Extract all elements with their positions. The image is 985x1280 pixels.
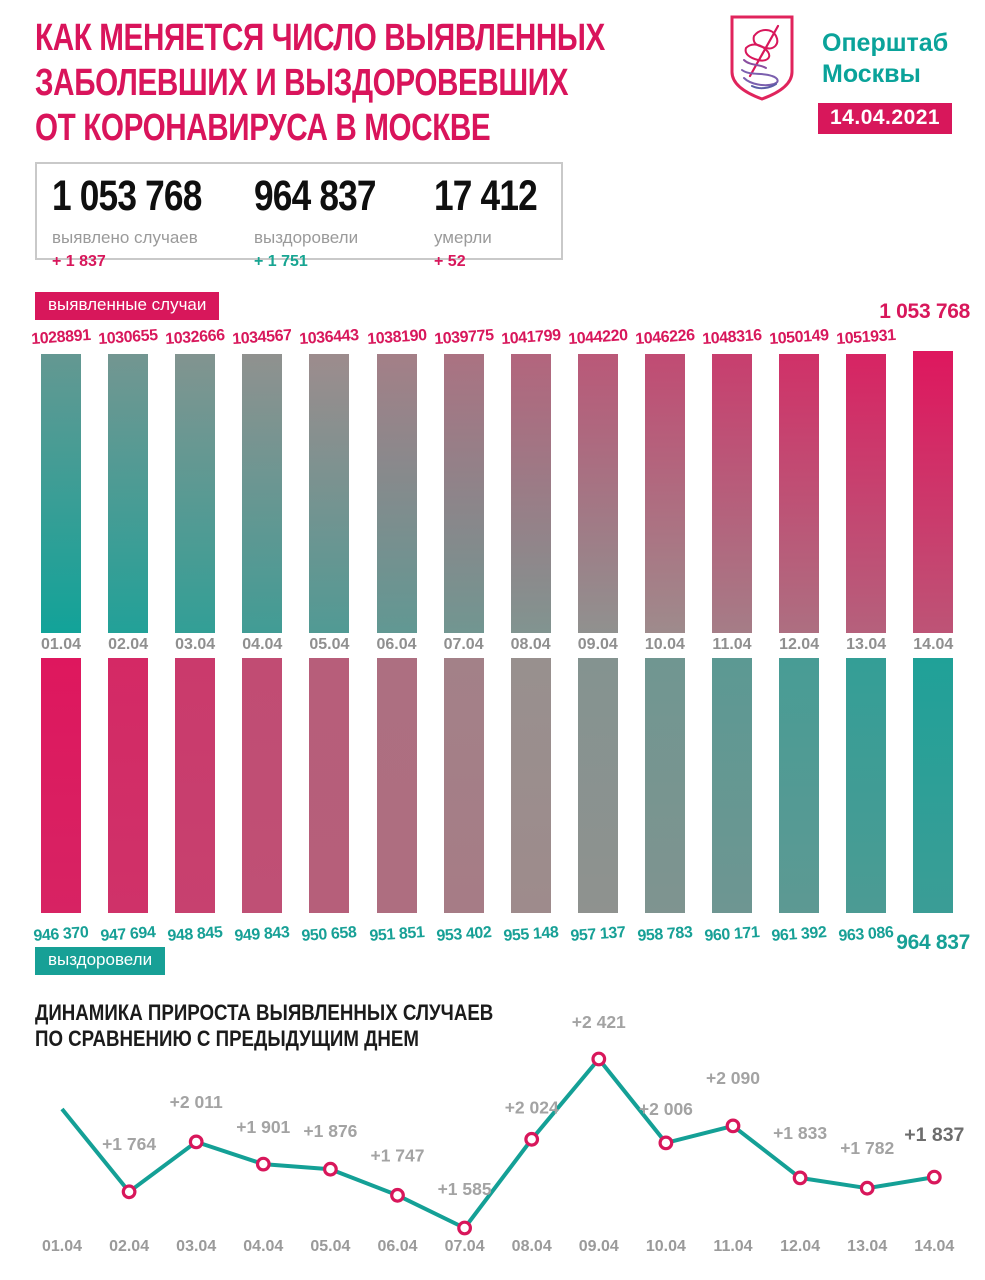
data-point-marker bbox=[727, 1120, 739, 1132]
x-axis-date-label: 04.04 bbox=[243, 1238, 284, 1255]
recovered-bar bbox=[175, 658, 215, 913]
data-point-marker bbox=[593, 1053, 605, 1065]
data-point-marker bbox=[794, 1172, 806, 1184]
cases-value-label: 1028891 bbox=[30, 326, 92, 349]
recovered-bar bbox=[779, 658, 819, 913]
recovered-bar bbox=[846, 658, 886, 913]
date-label: 10.04 bbox=[644, 636, 685, 653]
cases-bar bbox=[377, 354, 417, 633]
date-label: 02.04 bbox=[108, 636, 149, 653]
stat-delta: + 1 837 bbox=[52, 253, 106, 270]
cases-bar bbox=[242, 354, 282, 633]
cases-bar bbox=[578, 354, 618, 633]
stat-died bbox=[434, 172, 560, 271]
title-line-3: ОТ КОРОНАВИРУСА В МОСКВЕ bbox=[35, 107, 491, 149]
date-label: 12.04 bbox=[779, 636, 820, 653]
x-axis-date-label: 05.04 bbox=[310, 1238, 351, 1255]
cases-bar bbox=[712, 354, 752, 633]
data-point-label: +2 024 bbox=[504, 1097, 559, 1118]
org-name bbox=[822, 28, 948, 90]
x-axis-date-label: 11.04 bbox=[713, 1238, 753, 1255]
cases-bar bbox=[846, 354, 886, 633]
cases-bar bbox=[309, 354, 349, 633]
date-label: 08.04 bbox=[510, 636, 551, 653]
data-point-marker bbox=[929, 1171, 941, 1183]
recovered-value-label: 950 658 bbox=[301, 924, 358, 945]
data-point-label: +1 837 bbox=[904, 1124, 965, 1147]
date-label: 06.04 bbox=[376, 636, 417, 653]
cases-value-label: 1048316 bbox=[701, 326, 763, 349]
stat-value: 964 837 bbox=[254, 172, 376, 220]
data-point-marker bbox=[325, 1163, 337, 1175]
data-point-marker bbox=[123, 1186, 135, 1198]
data-point-label: +2 011 bbox=[169, 1091, 223, 1112]
x-axis-date-label: 13.04 bbox=[847, 1238, 888, 1255]
recovered-bar bbox=[41, 658, 81, 913]
cases-bar bbox=[645, 354, 685, 633]
data-point-label: +1 782 bbox=[840, 1138, 895, 1159]
recovered-value-label: 958 783 bbox=[636, 924, 693, 945]
data-point-marker bbox=[526, 1134, 538, 1146]
date-label: 14.04 bbox=[913, 636, 954, 653]
cases-value-label: 1032666 bbox=[164, 326, 226, 349]
stat-label: выздоровели bbox=[254, 228, 359, 247]
x-axis-date-label: 12.04 bbox=[780, 1238, 821, 1255]
recovered-value-label: 957 137 bbox=[569, 924, 626, 945]
recovered-bar bbox=[645, 658, 685, 913]
title-line-1: КАК МЕНЯЕТСЯ ЧИСЛО ВЫЯВЛЕННЫХ bbox=[35, 17, 605, 59]
recovered-value-label: 951 851 bbox=[368, 924, 425, 945]
date-label: 03.04 bbox=[175, 636, 216, 653]
recovered-bar bbox=[712, 658, 752, 913]
cases-bar bbox=[444, 354, 484, 633]
date-label: 07.04 bbox=[443, 636, 484, 653]
recovered-value-label: 948 845 bbox=[167, 924, 224, 945]
data-point-label: +1 901 bbox=[236, 1117, 291, 1138]
cases-bar bbox=[41, 354, 81, 633]
x-axis-date-label: 01.04 bbox=[41, 1238, 83, 1255]
cases-value-label: 1039775 bbox=[433, 326, 494, 349]
recovered-value-label: 947 694 bbox=[100, 924, 157, 945]
recovered-bar bbox=[578, 658, 618, 913]
data-point-label: +1 876 bbox=[303, 1121, 358, 1142]
x-axis-date-label: 10.04 bbox=[645, 1238, 686, 1255]
stat-label: умерли bbox=[434, 228, 492, 247]
data-point-marker bbox=[660, 1137, 672, 1149]
cases-value-label: 1051931 bbox=[835, 326, 897, 349]
recovered-bar bbox=[511, 658, 551, 913]
x-axis-date-label: 03.04 bbox=[176, 1238, 217, 1255]
x-axis-date-label: 09.04 bbox=[578, 1238, 619, 1255]
cases-value-label: 1030655 bbox=[97, 326, 159, 349]
cases-total-label: 1 053 768 bbox=[879, 300, 970, 323]
cases-bar bbox=[779, 354, 819, 633]
stat-label: выявлено случаев bbox=[52, 228, 198, 247]
cases-chart-badge: выявленные случаи bbox=[35, 292, 219, 320]
cases-bar bbox=[511, 354, 551, 633]
recovered-bar bbox=[108, 658, 148, 913]
data-point-marker bbox=[459, 1222, 471, 1234]
x-axis-date-label: 07.04 bbox=[444, 1238, 485, 1255]
x-axis-date-label: 14.04 bbox=[914, 1238, 955, 1255]
recovered-bar bbox=[377, 658, 417, 913]
cases-bar bbox=[913, 351, 953, 633]
title-line-2: ЗАБОЛЕВШИХ И ВЫЗДОРОВЕВШИХ bbox=[35, 62, 569, 104]
date-label: 01.04 bbox=[40, 636, 82, 653]
date-label: 05.04 bbox=[309, 636, 350, 653]
data-point-label: +2 006 bbox=[638, 1098, 693, 1119]
line-chart-title-line-1: ДИНАМИКА ПРИРОСТА ВЫЯВЛЕННЫХ СЛУЧАЕВ bbox=[35, 1000, 494, 1025]
date-label: 09.04 bbox=[577, 636, 618, 653]
date-badge: 14.04.2021 bbox=[818, 103, 952, 134]
recovered-value-label: 953 402 bbox=[435, 924, 492, 945]
recovered-bar bbox=[913, 658, 953, 913]
recovered-value-label: 963 086 bbox=[838, 924, 895, 945]
recovered-value-label: 949 843 bbox=[234, 924, 291, 945]
x-axis-date-label: 02.04 bbox=[109, 1238, 150, 1255]
recovered-bar bbox=[242, 658, 282, 913]
cases-value-label: 1036443 bbox=[299, 326, 360, 349]
recovered-total-label: 964 837 bbox=[896, 931, 970, 954]
cases-value-label: 1034567 bbox=[231, 326, 293, 349]
cases-value-label: 1046226 bbox=[634, 326, 696, 349]
page-title bbox=[35, 16, 766, 151]
cases-bar bbox=[175, 354, 215, 633]
stat-value: 17 412 bbox=[434, 172, 537, 220]
recovered-value-label: 955 148 bbox=[502, 924, 559, 945]
recovered-chart-badge: выздоровели bbox=[35, 947, 165, 975]
x-axis-date-label: 08.04 bbox=[511, 1238, 552, 1255]
cases-value-label: 1041799 bbox=[500, 326, 561, 349]
stat-delta: + 1 751 bbox=[254, 253, 308, 270]
stat-recovered bbox=[254, 172, 402, 271]
cases-value-label: 1044220 bbox=[567, 326, 629, 349]
stat-value: 1 053 768 bbox=[52, 172, 202, 220]
data-point-label: +1 764 bbox=[102, 1133, 157, 1154]
data-point-label: +1 833 bbox=[773, 1122, 828, 1143]
recovered-bar bbox=[309, 658, 349, 913]
date-label: 13.04 bbox=[846, 636, 887, 653]
data-point-marker bbox=[258, 1158, 270, 1170]
cases-value-label: 1038190 bbox=[366, 326, 427, 349]
line-chart-title-line-2: ПО СРАВНЕНИЮ С ПРЕДЫДУЩИМ ДНЕМ bbox=[35, 1026, 419, 1051]
cases-bar bbox=[108, 354, 148, 633]
stats-box bbox=[35, 162, 563, 270]
date-label: 04.04 bbox=[242, 636, 283, 653]
moscow-coat-of-arms-icon bbox=[728, 14, 796, 102]
data-point-label: +1 585 bbox=[437, 1179, 492, 1199]
recovered-bar bbox=[444, 658, 484, 913]
data-point-label: +1 747 bbox=[370, 1145, 425, 1166]
data-point-marker bbox=[392, 1190, 404, 1202]
org-name-line-1: Оперштаб bbox=[822, 29, 949, 57]
cases-value-label: 1050149 bbox=[768, 326, 830, 349]
data-point-label: +2 421 bbox=[571, 1012, 626, 1032]
x-axis-date-label: 06.04 bbox=[377, 1238, 418, 1255]
data-point-marker bbox=[861, 1182, 873, 1194]
date-label: 11.04 bbox=[712, 636, 752, 653]
recovered-value-label: 946 370 bbox=[32, 924, 90, 945]
recovered-value-label: 961 392 bbox=[771, 924, 828, 945]
org-name-line-2: Москвы bbox=[822, 60, 921, 88]
stat-identified bbox=[52, 172, 234, 271]
stat-delta: + 52 bbox=[434, 253, 466, 270]
data-point-marker bbox=[190, 1136, 202, 1148]
data-point-label: +2 090 bbox=[705, 1067, 761, 1088]
recovered-value-label: 960 171 bbox=[703, 924, 761, 945]
